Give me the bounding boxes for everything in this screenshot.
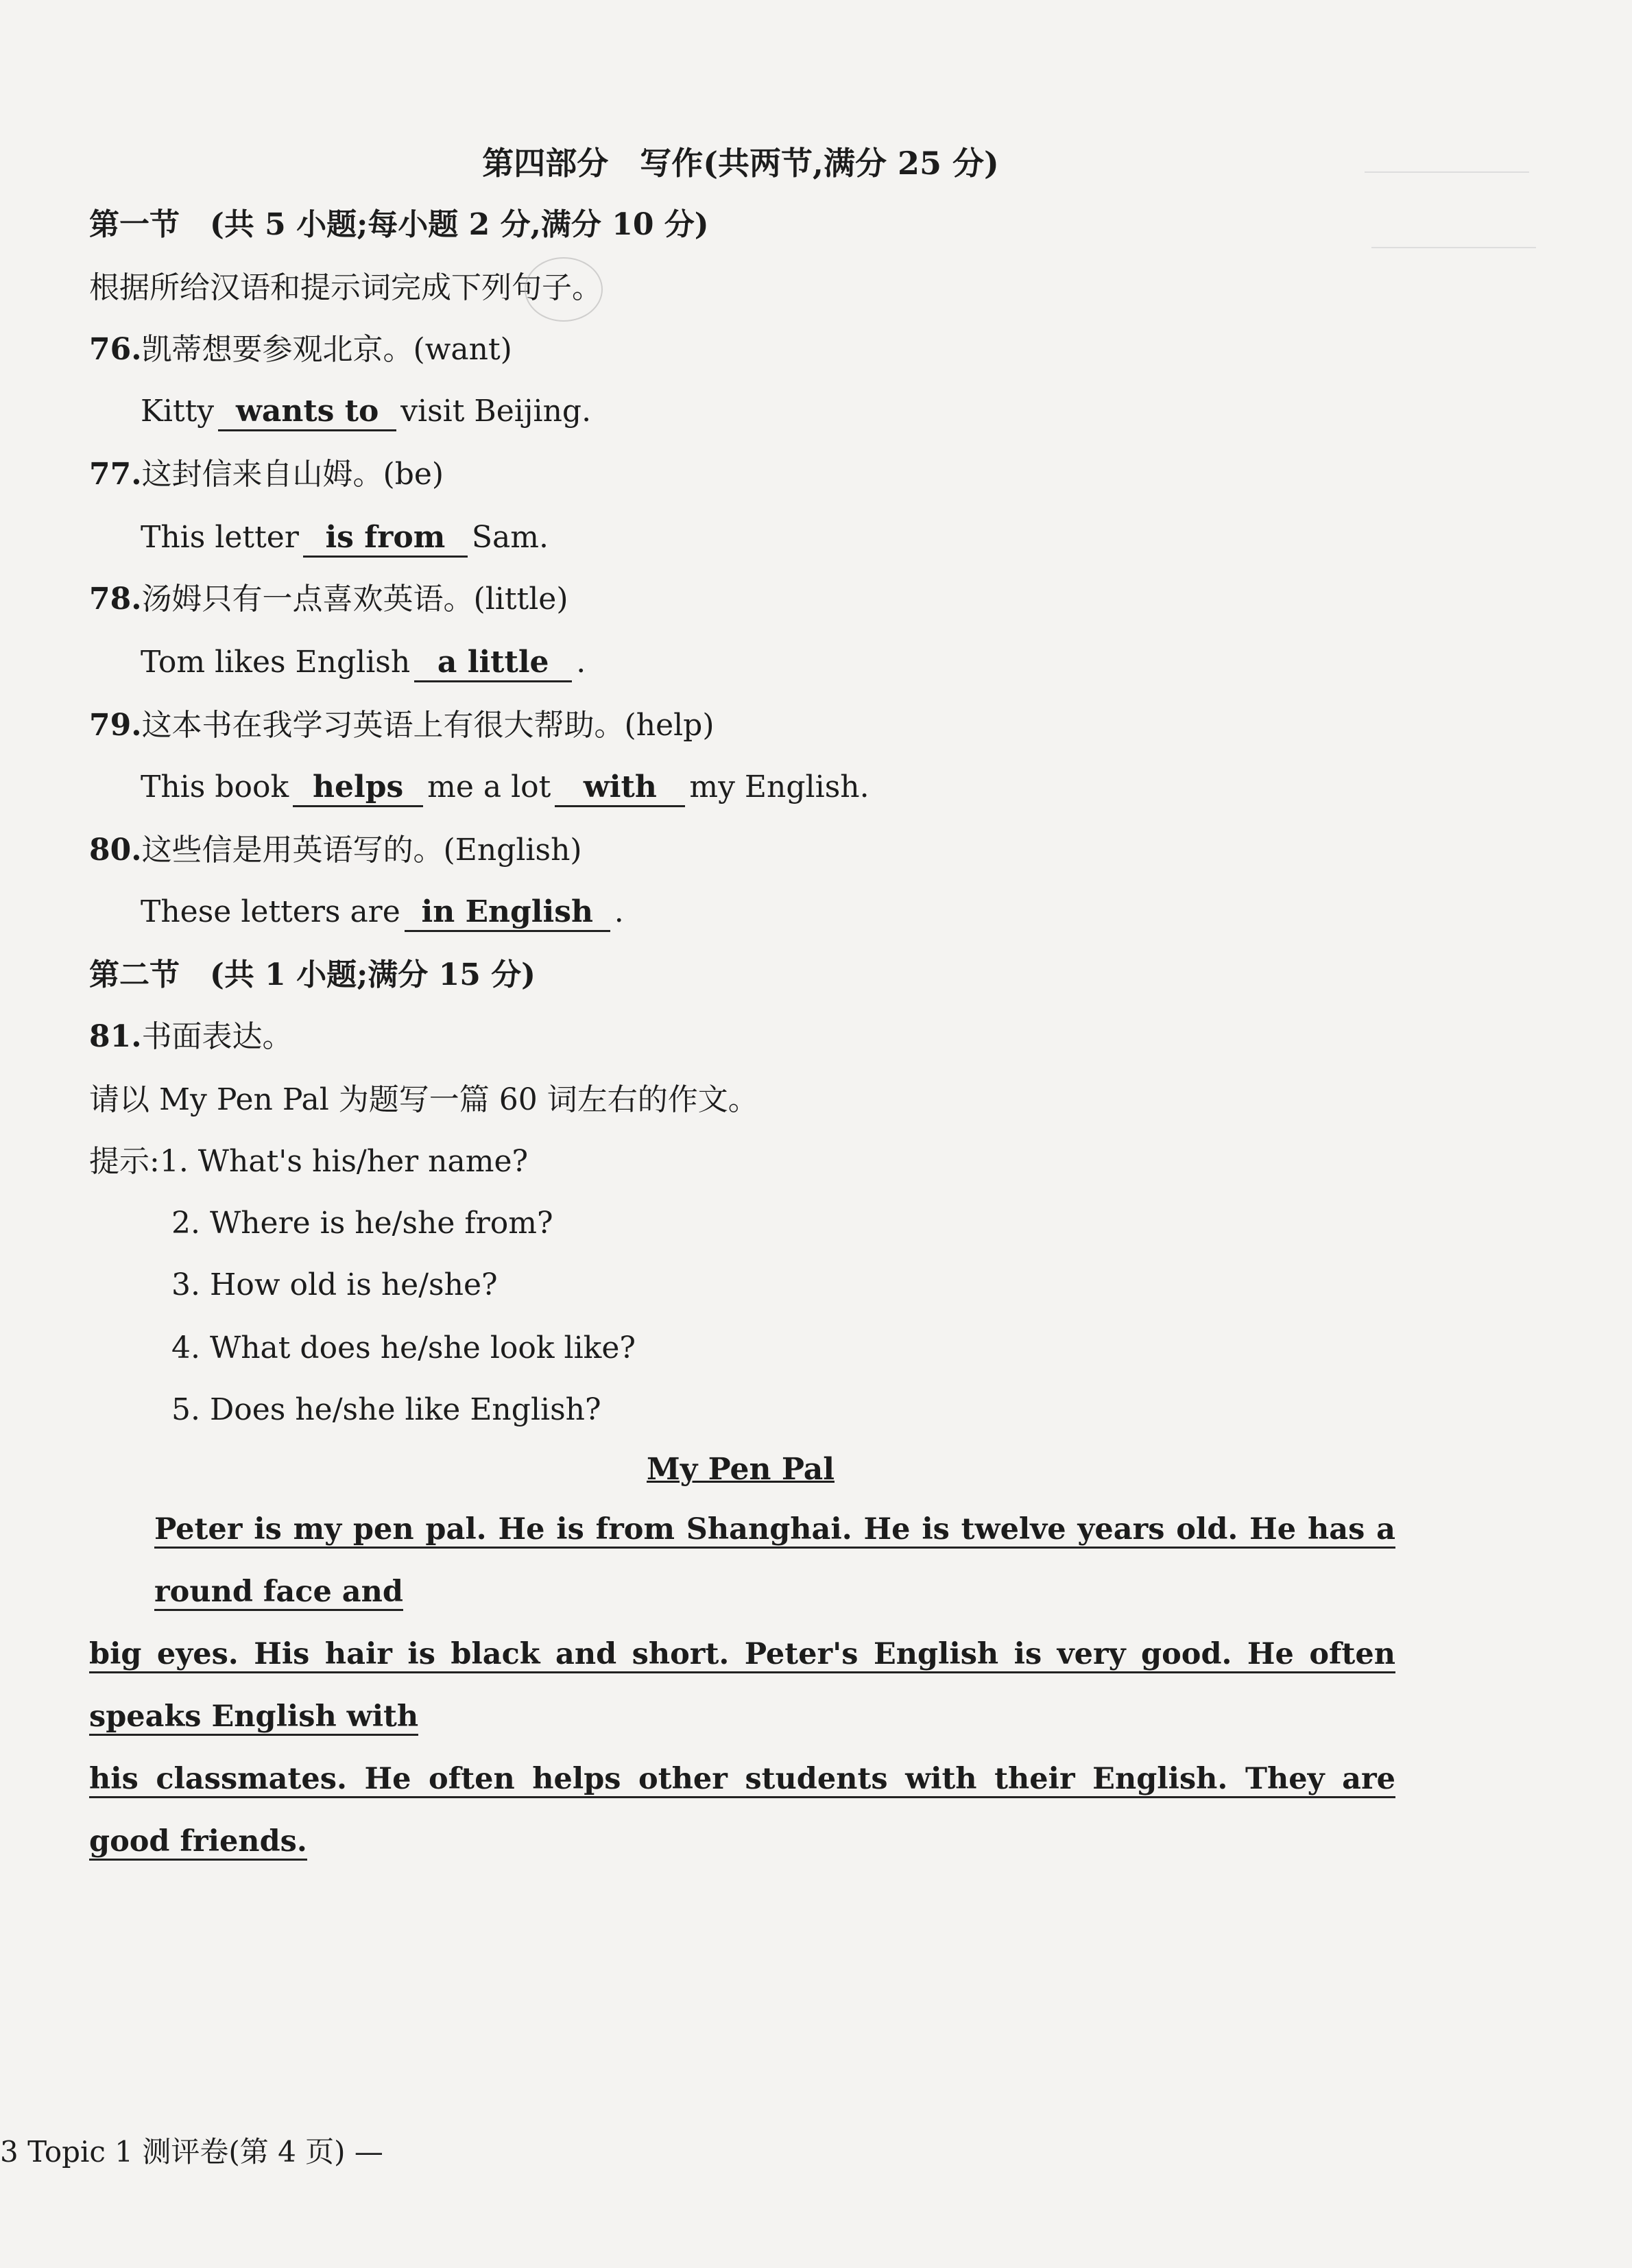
- essay-line-1-text: Peter is my pen pal. He is from Shanghai. He is twelve years old. He has a round face and: [154, 1512, 1395, 1611]
- section1-heading: 第一节 (共 5 小题;每小题 2 分,满分 10 分): [89, 207, 709, 242]
- q77-answer: is from: [303, 520, 468, 558]
- section1-instruction: 根据所给汉语和提示词完成下列句子。: [89, 270, 602, 305]
- hint-5: 5. Does he/she like English?: [171, 1392, 601, 1427]
- q81-prompt: [89, 1018, 293, 1056]
- essay-line-2: [89, 1623, 1395, 1748]
- hint-1-text: 1. What's his/her name?: [159, 1144, 529, 1179]
- q78-answer: a little: [414, 645, 572, 682]
- q80-prompt: [89, 831, 582, 870]
- q80-number: 80.: [89, 833, 142, 868]
- q78-prompt: [89, 580, 568, 619]
- essay-line-1: [89, 1499, 1395, 1623]
- q76-prompt: [89, 331, 512, 369]
- q76-answer: wants to: [218, 394, 396, 431]
- q76-sentence: [141, 392, 591, 431]
- q76-pre: Kitty: [141, 394, 215, 429]
- q77-chinese: 这封信来自山姆。(be): [141, 457, 444, 492]
- faint-line: [1371, 247, 1536, 248]
- q77-prompt: [89, 455, 444, 494]
- q79-pre: This book: [141, 769, 289, 804]
- q77-sentence: [141, 518, 549, 558]
- q77-pre: This letter: [141, 520, 299, 555]
- q81-text: 书面表达。: [141, 1019, 293, 1054]
- q80-pre: These letters are: [141, 894, 400, 929]
- q80-post: .: [614, 894, 624, 929]
- hint-1: [89, 1143, 528, 1181]
- q79-post: my English.: [689, 769, 869, 804]
- q79-prompt: [89, 706, 715, 745]
- q78-pre: Tom likes English: [141, 645, 411, 680]
- q78-number: 78.: [89, 582, 142, 617]
- essay-title: My Pen Pal: [647, 1452, 835, 1487]
- page-footer: 3 Topic 1 测评卷(第 4 页) —: [0, 2135, 383, 2169]
- q80-chinese: 这些信是用英语写的。(English): [141, 833, 582, 868]
- q78-chinese: 汤姆只有一点喜欢英语。(little): [141, 582, 568, 617]
- q79-sentence: [141, 768, 869, 807]
- section2-heading: 第二节 (共 1 小题;满分 15 分): [89, 957, 536, 992]
- essay-body: [89, 1499, 1395, 1873]
- q76-chinese: 凯蒂想要参观北京。(want): [141, 332, 512, 367]
- q81-number: 81.: [89, 1019, 142, 1054]
- q77-number: 77.: [89, 457, 142, 492]
- q78-post: .: [576, 645, 586, 680]
- essay-line-3-text: his classmates. He often helps other students with their English. They are good friends.: [89, 1762, 1395, 1861]
- q79-mid: me a lot: [427, 769, 551, 804]
- q76-post: visit Beijing.: [400, 394, 592, 429]
- writing-task: 请以 My Pen Pal 为题写一篇 60 词左右的作文。: [89, 1082, 758, 1117]
- q79-answer-1: helps: [293, 769, 423, 807]
- part-title: 第四部分 写作(共两节,满分 25 分): [482, 145, 999, 182]
- q77-post: Sam.: [471, 520, 549, 555]
- essay-line-3: [89, 1748, 1395, 1873]
- stamp-mark: [525, 257, 603, 322]
- hint-4: 4. What does he/she look like?: [171, 1330, 636, 1365]
- q78-sentence: [141, 643, 586, 682]
- hints-label: 提示:: [89, 1144, 160, 1179]
- q80-sentence: [141, 893, 624, 932]
- q80-answer: in English: [405, 894, 610, 932]
- q76-number: 76.: [89, 332, 142, 367]
- hint-2: 2. Where is he/she from?: [171, 1206, 553, 1241]
- q79-chinese: 这本书在我学习英语上有很大帮助。(help): [141, 708, 715, 743]
- essay-line-2-text: big eyes. His hair is black and short. Peter's English is very good. He often speaks English with: [89, 1637, 1395, 1736]
- q79-number: 79.: [89, 708, 142, 743]
- q79-answer-2: with: [555, 769, 685, 807]
- hint-3: 3. How old is he/she?: [171, 1267, 498, 1302]
